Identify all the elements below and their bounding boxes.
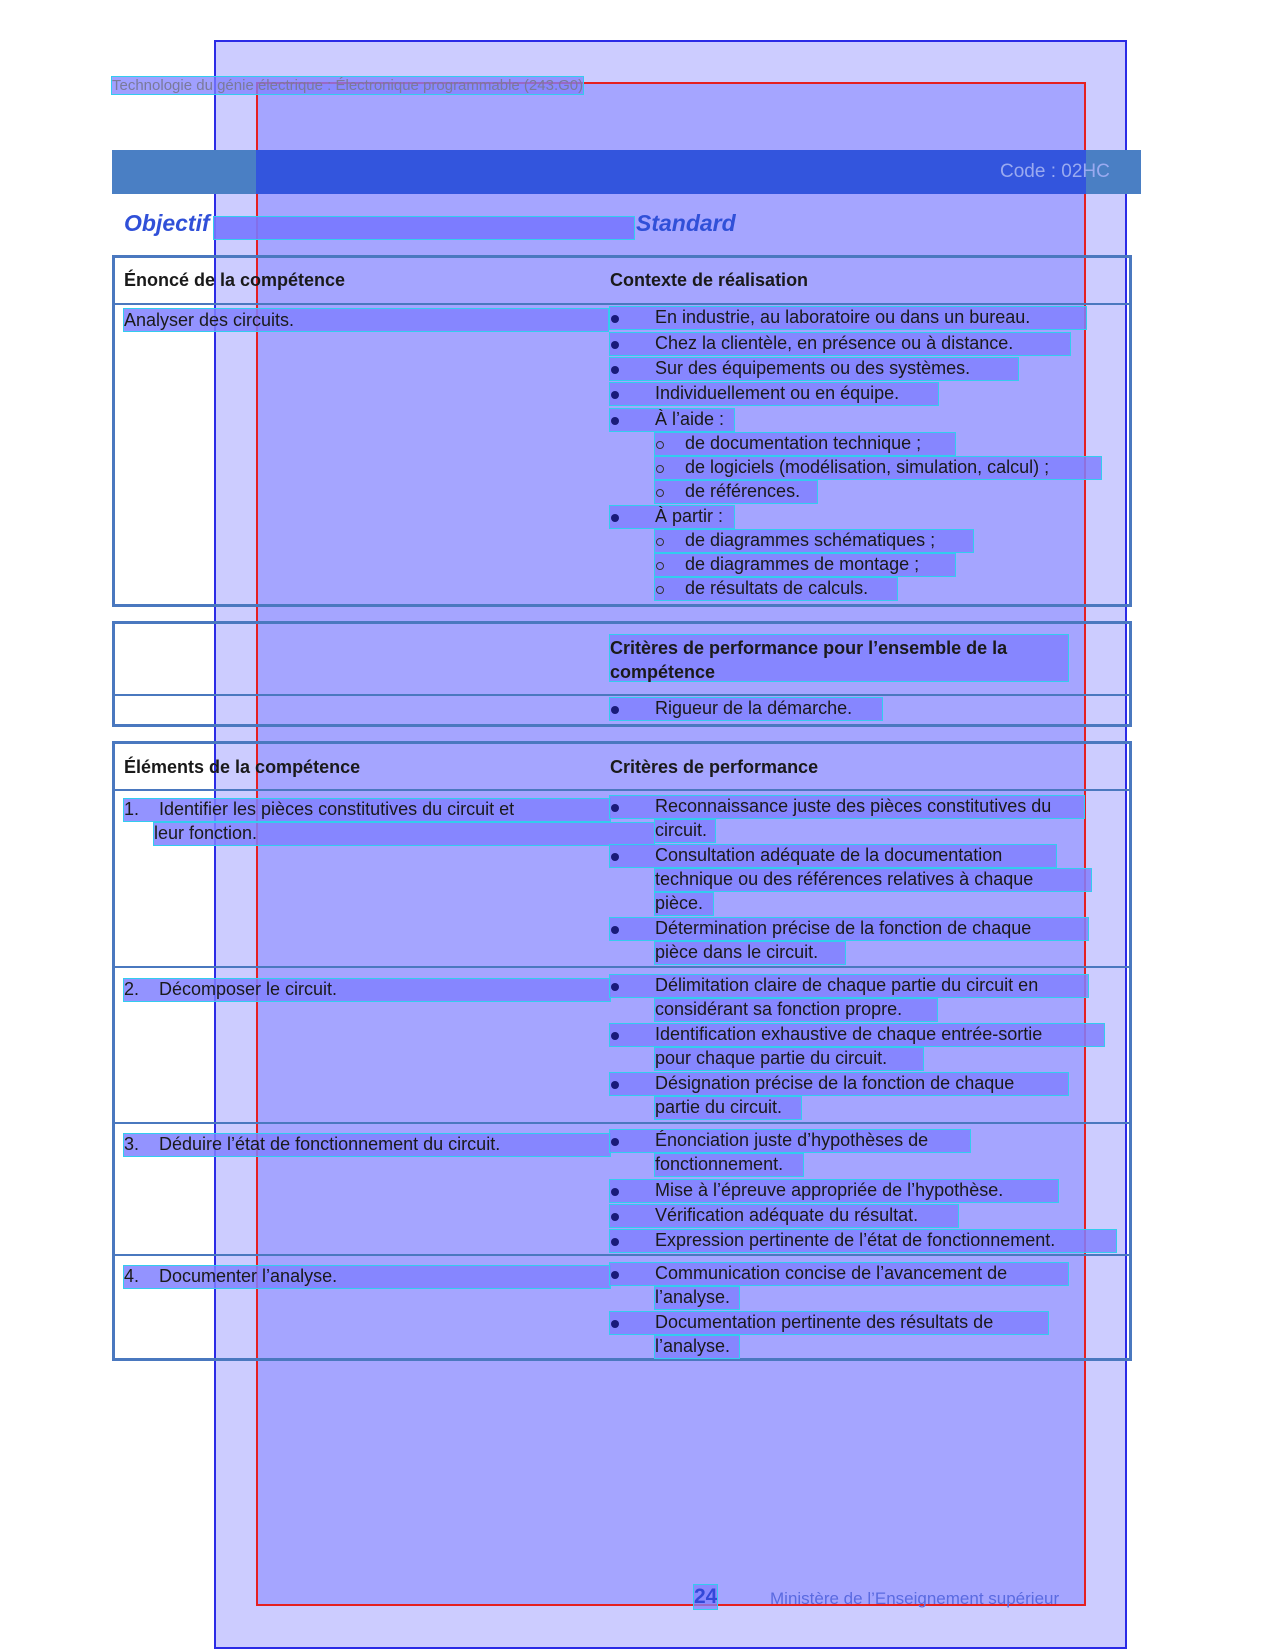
bullet-icon [611, 315, 619, 323]
element-number: 1. [124, 799, 140, 819]
context-item: À partir : [655, 506, 724, 526]
context-item: Chez la clientèle, en présence ou à distance. [655, 333, 1014, 353]
bullet-icon [611, 1320, 619, 1328]
context-subitem: de diagrammes schématiques ; [685, 530, 936, 550]
bullet-icon [611, 804, 619, 812]
criterion: Énonciation juste d’hypothèses de [655, 1130, 929, 1150]
element-text: Identifier les pièces constitutives du circuit et [159, 799, 515, 819]
context-item: Sur des équipements ou des systèmes. [655, 358, 971, 378]
bullet-icon [611, 1213, 619, 1221]
heading-elements: Éléments de la compétence [124, 757, 361, 777]
criterion-cont: considérant sa fonction propre. [655, 999, 903, 1019]
standard-title: Standard [636, 210, 736, 236]
bullet-icon [611, 1032, 619, 1040]
row-divider [115, 1122, 1129, 1124]
criterion-cont: pièce dans le circuit. [655, 942, 819, 962]
heading-criteria: Critères de performance [610, 757, 819, 777]
element-number: 3. [124, 1134, 140, 1154]
context-item: Individuellement ou en équipe. [655, 383, 900, 403]
heading-enonce: Énoncé de la compétence [124, 270, 346, 290]
heading-contexte: Contexte de réalisation [610, 270, 809, 290]
code-band-highlight [256, 150, 1086, 194]
criterion: Expression pertinente de l’état de fonctionnement. [655, 1230, 1056, 1250]
bullet-icon [611, 514, 619, 522]
context-item: En industrie, au laboratoire ou dans un bureau. [655, 307, 1031, 327]
row-divider [115, 694, 1129, 696]
criterion-cont: technique ou des références relatives à chaque [655, 869, 1034, 889]
page-number: 24 [694, 1585, 718, 1608]
criterion-cont: circuit. [655, 820, 708, 840]
criterion: Vérification adéquate du résultat. [655, 1205, 919, 1225]
bullet-icon [611, 1271, 619, 1279]
context-subitem: de documentation technique ; [685, 433, 922, 453]
row-divider [115, 789, 1129, 791]
element-number: 2. [124, 979, 140, 999]
bullet-icon [611, 1138, 619, 1146]
criterion-cont: l’analyse. [655, 1336, 731, 1356]
objective-bar [214, 217, 634, 239]
objective-title: Objectif [124, 210, 210, 236]
row-divider [115, 966, 1129, 968]
criterion-cont: pièce. [655, 893, 704, 913]
row-divider [115, 303, 1129, 305]
bullet-icon [611, 417, 619, 425]
criterion: Consultation adéquate de la documentation [655, 845, 1003, 865]
criterion: Désignation précise de la fonction de chaque [655, 1073, 1015, 1093]
element-text: Décomposer le circuit. [159, 979, 338, 999]
criterion-cont: fonctionnement. [655, 1154, 784, 1174]
bullet-icon [611, 853, 619, 861]
sub-bullet-icon [656, 441, 664, 449]
context-item: À l’aide : [655, 409, 725, 429]
criterion-cont: pour chaque partie du circuit. [655, 1048, 888, 1068]
bullet-icon [611, 391, 619, 399]
bullet-icon [611, 1081, 619, 1089]
sub-bullet-icon [656, 586, 664, 594]
context-subitem: de diagrammes de montage ; [685, 554, 920, 574]
global-criterion: Rigueur de la démarche. [655, 698, 853, 718]
code-label [1000, 161, 1110, 183]
context-subitem: de références. [685, 481, 801, 501]
criterion-cont: partie du circuit. [655, 1097, 783, 1117]
code-label-text: Code : [1000, 161, 1056, 182]
sub-bullet-icon [656, 489, 664, 497]
context-subitem: de logiciels (modélisation, simulation, calcul) ; [685, 457, 1050, 477]
program-header: Technologie du génie électrique : Électronique programmable (243.G0) [112, 77, 584, 94]
code-value: 02HC [1061, 161, 1110, 182]
row-divider [115, 1254, 1129, 1256]
bullet-icon [611, 341, 619, 349]
sub-bullet-icon [656, 465, 664, 473]
criterion: Détermination précise de la fonction de chaque [655, 918, 1032, 938]
competence-statement: Analyser des circuits. [124, 310, 295, 330]
criterion: Reconnaissance juste des pièces constitutives du [655, 796, 1052, 816]
context-subitem: de résultats de calculs. [685, 578, 869, 598]
heading-global-criteria: Critères de performance pour l’ensemble de la compétence [610, 638, 1008, 682]
ministry-label: Ministère de l’Enseignement supérieur [770, 1589, 1060, 1608]
bullet-icon [611, 926, 619, 934]
criterion: Délimitation claire de chaque partie du circuit en [655, 975, 1039, 995]
element-text: Déduire l’état de fonctionnement du circuit. [159, 1134, 501, 1154]
criterion: Identification exhaustive de chaque entrée-sortie [655, 1024, 1043, 1044]
bullet-icon [611, 983, 619, 991]
bullet-icon [611, 706, 619, 714]
sub-bullet-icon [656, 538, 664, 546]
bullet-icon [611, 1188, 619, 1196]
element-text-cont: leur fonction. [154, 823, 258, 843]
sub-bullet-icon [656, 562, 664, 570]
bullet-icon [611, 366, 619, 374]
element-number: 4. [124, 1266, 140, 1286]
criterion: Documentation pertinente des résultats de [655, 1312, 994, 1332]
bullet-icon [611, 1238, 619, 1246]
criterion: Mise à l’épreuve appropriée de l’hypothèse. [655, 1180, 1004, 1200]
element-text: Documenter l’analyse. [159, 1266, 338, 1286]
criterion: Communication concise de l’avancement de [655, 1263, 1008, 1283]
criterion-cont: l’analyse. [655, 1287, 731, 1307]
